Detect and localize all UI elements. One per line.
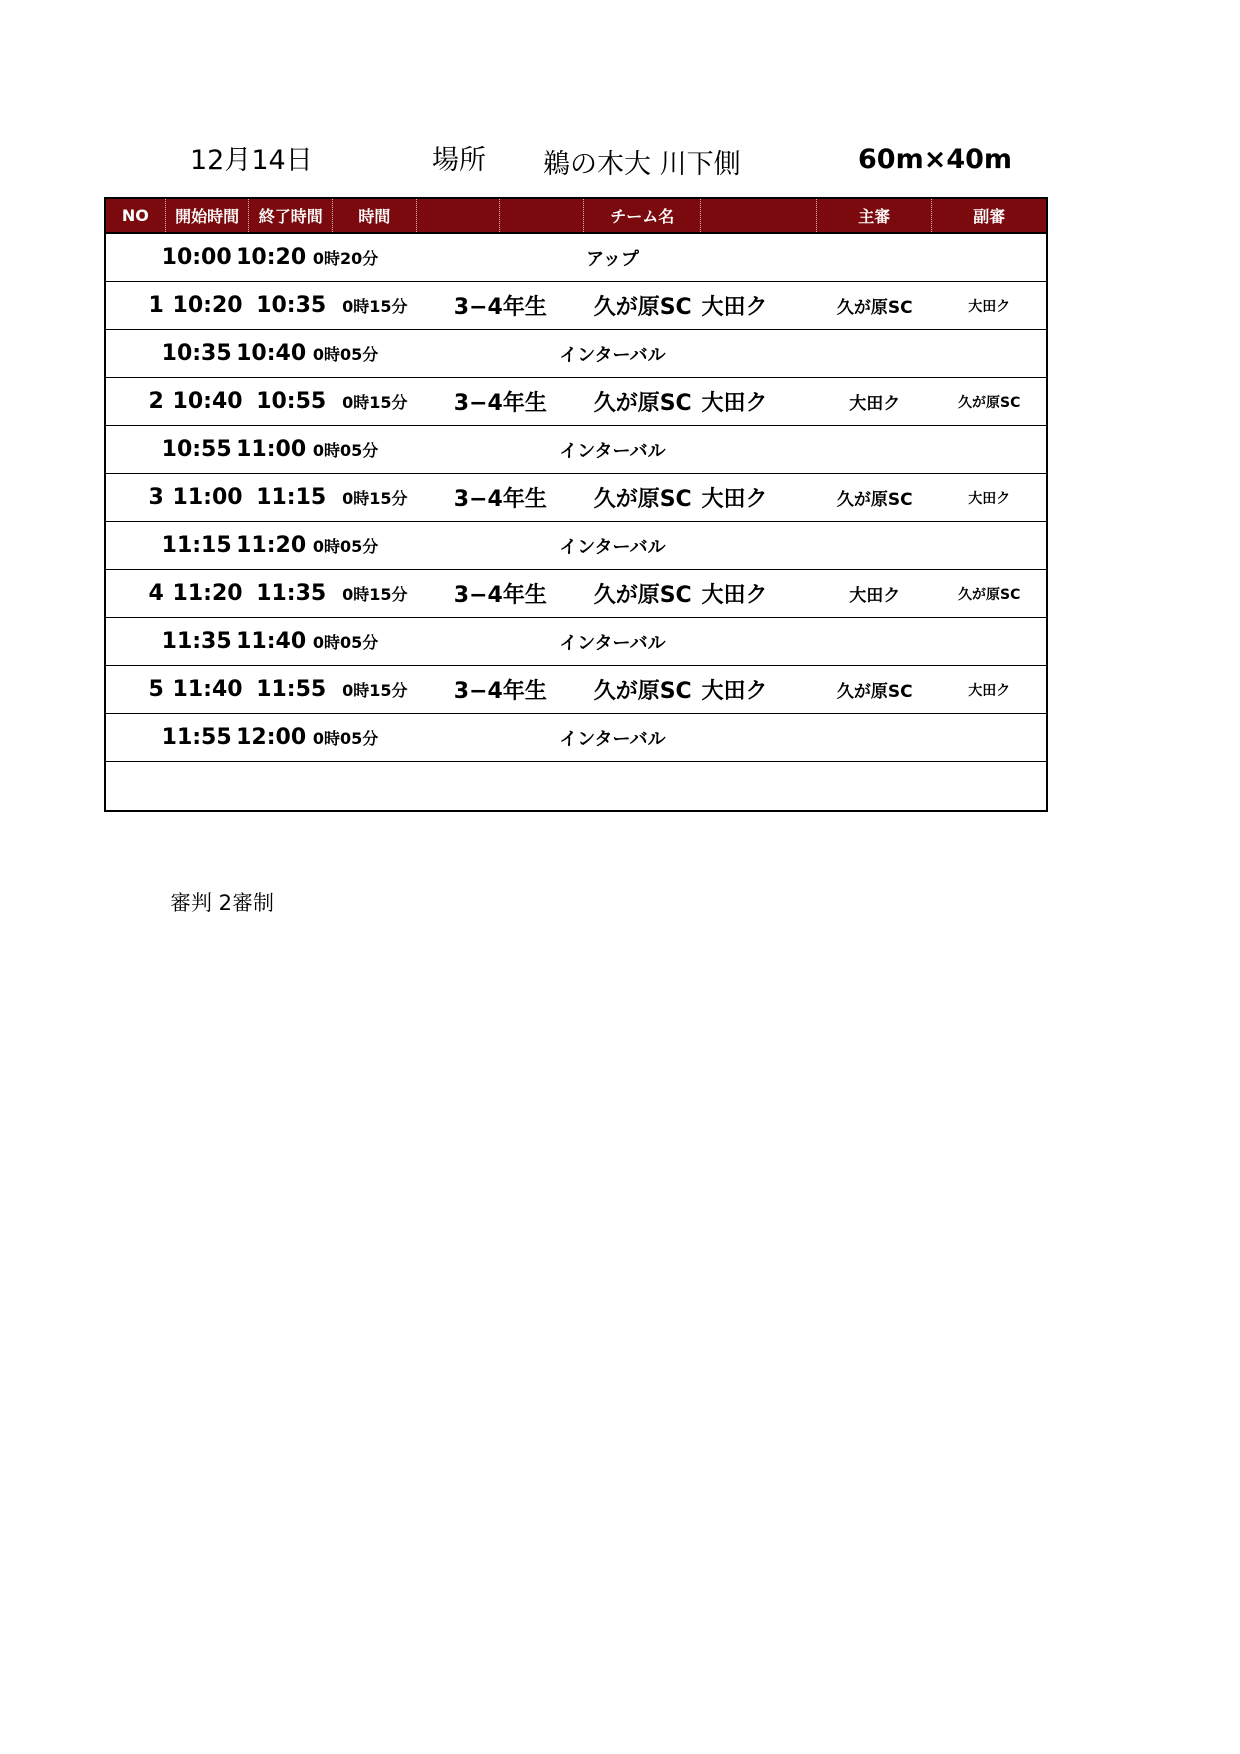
end-time: 11:55: [256, 677, 327, 702]
col-no: NO: [106, 199, 166, 232]
duration: 0時05分: [312, 345, 379, 364]
assistant-referee: 大田ク: [968, 298, 1011, 315]
end-time: 10:35: [256, 293, 327, 318]
place-label: 場所: [432, 145, 486, 176]
team-1: 久が原SC: [593, 295, 692, 320]
col-blank-1: [417, 199, 501, 232]
match-number: 4: [148, 581, 164, 606]
table-row: [106, 378, 1046, 426]
table-row: [106, 714, 1046, 762]
end-time: 11:00: [236, 437, 307, 462]
col-assistant-referee: 副審: [973, 207, 1006, 226]
grade: 3−4年生: [453, 487, 547, 512]
end-time: 10:20: [236, 245, 307, 270]
table-row: [106, 666, 1046, 714]
col-blank-3: [701, 199, 817, 232]
team-2: 大田ク: [701, 487, 768, 512]
duration: 0時05分: [312, 729, 379, 748]
end-time: 11:20: [236, 533, 307, 558]
pitch-size: 60m×40m: [858, 144, 1013, 175]
duration: 0時20分: [312, 249, 379, 268]
team-2: 大田ク: [701, 583, 768, 608]
team-2: 大田ク: [701, 679, 768, 704]
assistant-referee: 久が原SC: [958, 586, 1021, 603]
referee: 大田ク: [849, 586, 901, 606]
end-time: 11:35: [256, 581, 327, 606]
col-duration: 時間: [333, 199, 417, 232]
start-time: 10:35: [161, 341, 232, 366]
end-time: 11:40: [236, 629, 307, 654]
referee: 久が原SC: [836, 682, 913, 702]
assistant-referee: 久が原SC: [958, 394, 1021, 411]
start-time: 11:20: [172, 581, 243, 606]
match-number: 3: [148, 485, 164, 510]
team-1: 久が原SC: [593, 679, 692, 704]
assistant-referee: 大田ク: [968, 682, 1011, 699]
row-event: インターバル: [559, 632, 666, 654]
table-header: [106, 199, 1046, 234]
start-time: 10:00: [161, 245, 232, 270]
referee-note: 審判 2審制: [170, 891, 275, 915]
col-team-name: チーム名: [584, 199, 702, 232]
col-referee: 主審: [817, 199, 933, 232]
table-row: [106, 570, 1046, 618]
start-time: 11:15: [161, 533, 232, 558]
match-number: 5: [148, 677, 164, 702]
duration: 0時15分: [342, 681, 408, 700]
grade: 3−4年生: [453, 583, 547, 608]
duration: 0時15分: [342, 489, 408, 508]
referee: 久が原SC: [836, 298, 913, 318]
end-time: 10:40: [236, 341, 307, 366]
start-time: 11:00: [172, 485, 243, 510]
grade: 3−4年生: [453, 679, 547, 704]
start-time: 11:40: [172, 677, 243, 702]
team-1: 久が原SC: [593, 487, 692, 512]
duration: 0時15分: [342, 297, 408, 316]
grade: 3−4年生: [453, 391, 547, 416]
table-row: [106, 282, 1046, 330]
start-time: 11:35: [161, 629, 232, 654]
team-2: 大田ク: [701, 295, 768, 320]
start-time: 10:40: [172, 389, 243, 414]
row-event: インターバル: [559, 536, 666, 558]
table-row: [106, 330, 1046, 378]
table-row: [106, 474, 1046, 522]
table-row: [106, 234, 1046, 282]
table-body: [106, 234, 1046, 810]
duration: 0時05分: [312, 633, 379, 652]
grade: 3−4年生: [453, 295, 547, 320]
table-row: [106, 762, 1046, 810]
assistant-referee: 大田ク: [968, 490, 1011, 507]
start-time: 10:55: [161, 437, 232, 462]
col-blank-2: [500, 199, 584, 232]
team-1: 久が原SC: [593, 583, 692, 608]
duration: 0時05分: [312, 537, 379, 556]
col-end-time: 終了時間: [249, 199, 333, 232]
start-time: 11:55: [161, 725, 232, 750]
row-event: インターバル: [559, 344, 666, 366]
team-2: 大田ク: [701, 391, 768, 416]
match-number: 2: [148, 389, 164, 414]
referee: 久が原SC: [836, 490, 913, 510]
row-event: インターバル: [559, 440, 666, 462]
duration: 0時15分: [342, 585, 408, 604]
start-time: 10:20: [172, 293, 243, 318]
schedule-date: 12月14日: [190, 145, 313, 176]
referee: 大田ク: [849, 394, 901, 414]
row-event: アップ: [586, 248, 639, 270]
duration: 0時15分: [342, 393, 408, 412]
match-schedule-table: [104, 197, 1048, 812]
match-number: 1: [148, 293, 164, 318]
duration: 0時05分: [312, 441, 379, 460]
venue-name: 鵜の木大 川下側: [543, 149, 741, 180]
end-time: 11:15: [256, 485, 327, 510]
table-row: [106, 618, 1046, 666]
row-event: インターバル: [559, 728, 666, 750]
table-row: [106, 426, 1046, 474]
end-time: 10:55: [256, 389, 327, 414]
table-row: [106, 522, 1046, 570]
team-1: 久が原SC: [593, 391, 692, 416]
end-time: 12:00: [236, 725, 307, 750]
col-start-time: 開始時間: [166, 199, 250, 232]
